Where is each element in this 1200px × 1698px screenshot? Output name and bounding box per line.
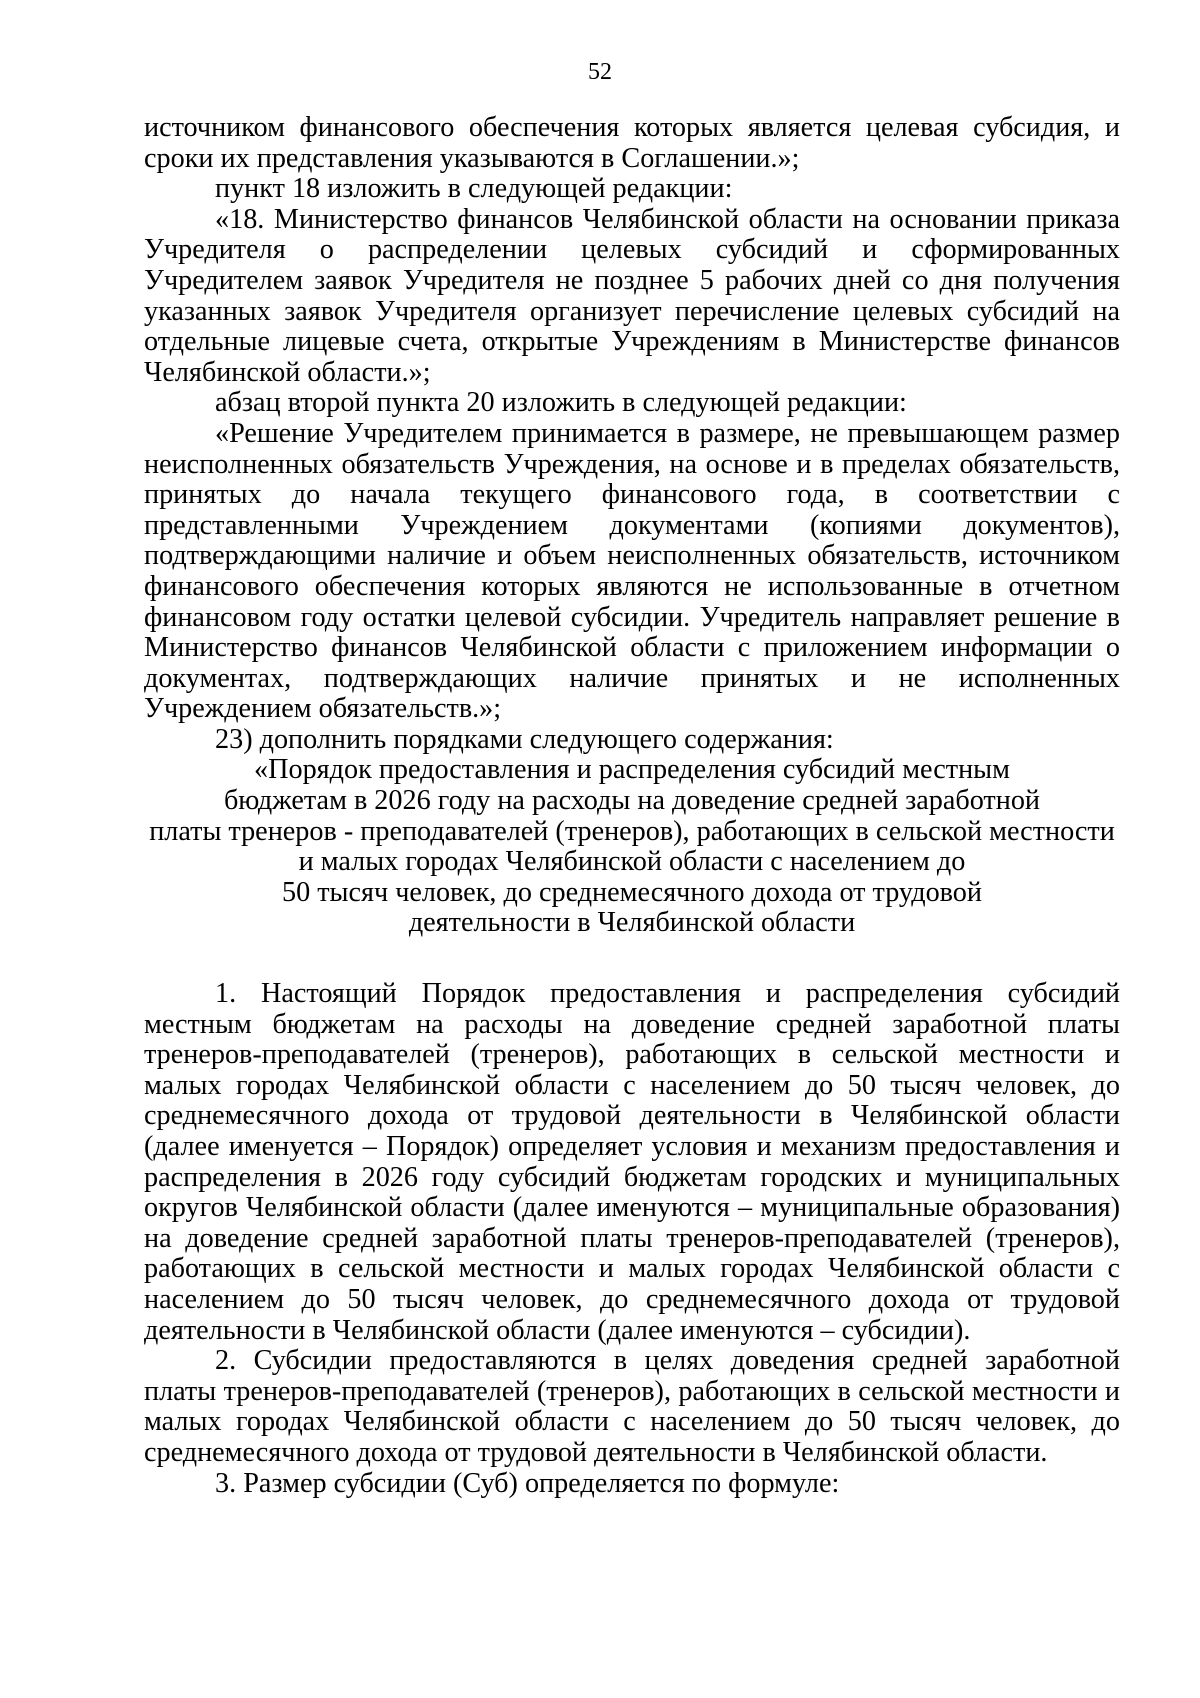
- paragraphs-after-title: [144, 979, 1120, 1499]
- title-line: 50 тысяч человек, до среднемесячного дохода от трудовой: [282, 876, 982, 908]
- spacer: [144, 939, 1120, 979]
- paragraph: абзац второй пункта 20 изложить в следующей редакции:: [215, 387, 907, 419]
- paragraph: источником финансового обеспечения которых является целевая субсидия, и сроки их представления указываются в Соглашении.»;: [144, 112, 1120, 174]
- title-line: «Порядок предоставления и распределения субсидий местным: [254, 754, 1010, 786]
- paragraph: 2. Субсидии предоставляются в целях доведения средней заработной платы тренеров-преподавателей (тренеров), работающих в сельской местности и малых городах Челябинской области с населением до 50 тысяч человек, до среднемесячного дохода от трудовой деятельности в Челябинской области.: [144, 1345, 1120, 1468]
- title-line: платы тренеров - преподавателей (тренеров), работающих в сельской местности: [149, 815, 1115, 847]
- paragraph: 23) дополнить порядками следующего содержания:: [215, 723, 834, 755]
- document-body: [144, 113, 1120, 1499]
- title-line: бюджетам в 2026 году на расходы на доведение средней заработной: [223, 785, 1041, 817]
- page-number: 52: [588, 59, 612, 85]
- paragraph: «Решение Учредителем принимается в размере, не превышающем размер неисполненных обязательств Учреждения, на основе и в пределах обязательств, принятых до начала текущего финансового года, в соответствии с представленными Учреждением документами (копиями документов), подтверждающими наличие и объем неисполненных обязательств, источником финансового обеспечения которых являются не использованные в отчетном финансовом году остатки целевой субсидии. Учредитель направляет решение в Министерство финансов Челябинской области с приложением информации о документах, подтверждающих наличие принятых и не исполненных Учреждением обязательств.»;: [144, 417, 1120, 725]
- paragraph: 1. Настоящий Порядок предоставления и распределения субсидий местным бюджетам на расходы на доведение средней заработной платы тренеров-преподавателей (тренеров), работающих в сельской местности и малых городах Челябинской области с населением до 50 тысяч человек, до среднемесячного дохода от трудовой деятельности в Челябинской области (далее именуется – Порядок) определяет условия и механизм предоставления и распределения в 2026 году субсидий бюджетам городских и муниципальных округов Челябинской области (далее именуются – муниципальные образования) на доведение средней заработной платы тренеров-преподавателей (тренеров), работающих в сельской местности и малых городах Челябинской области с населением до 50 тысяч человек, до среднемесячного дохода от трудовой деятельности в Челябинской области (далее именуются – субсидии).: [144, 978, 1120, 1346]
- title-line: деятельности в Челябинской области: [408, 907, 856, 939]
- paragraph: пункт 18 изложить в следующей редакции:: [215, 173, 733, 205]
- procedure-title: [144, 755, 1120, 939]
- paragraph: 3. Размер субсидии (Суб) определяется по формуле:: [215, 1467, 840, 1499]
- paragraph: «18. Министерство финансов Челябинской области на основании приказа Учредителя о распределении целевых субсидий и сформированных Учредителем заявок Учредителя не позднее 5 рабочих дней со дня получения указанных заявок Учредителя организует перечисление целевых субсидий на отдельные лицевые счета, открытые Учреждениям в Министерстве финансов Челябинской области.»;: [144, 203, 1120, 388]
- paragraphs-before-title: [144, 113, 1120, 755]
- title-line: и малых городах Челябинской области с населением до: [298, 846, 966, 878]
